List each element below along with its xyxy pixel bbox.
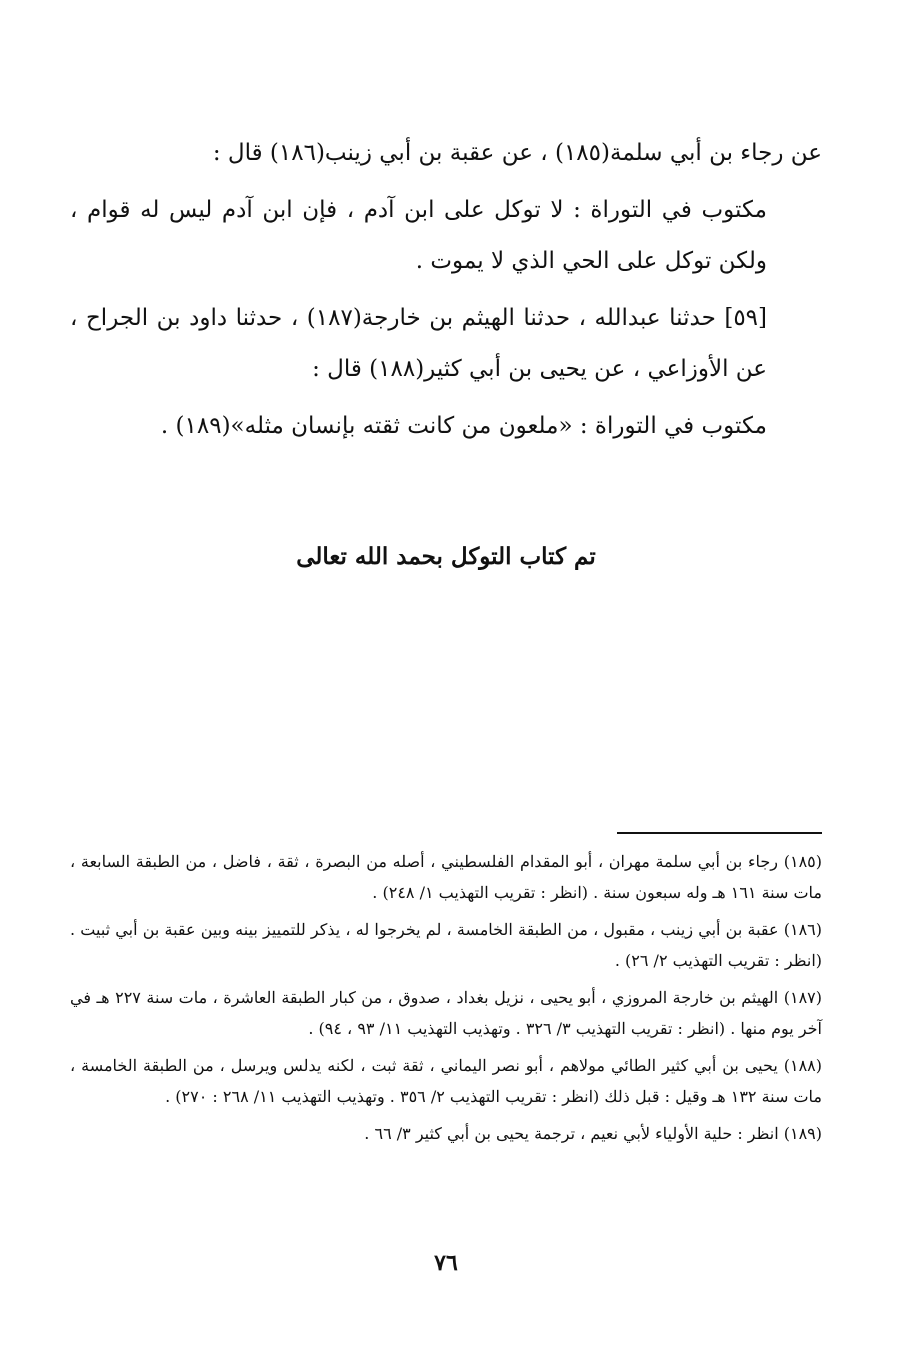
page-number: ٧٦ (434, 1250, 458, 1276)
footnote-187: (١٨٧) الهيثم بن خارجة المروزي ، أبو يحيى ، نزيل بغداد ، صدوق ، من كبار الطبقة العاشرة ، مات سنة ٢٢٧ هـ في آخر يوم منها . (انظر : تقريب التهذيب ٣/ ٣٢٦ . وتهذيب التهذيب ١١/ ٩٣ ، ٩٤) . (70, 988, 823, 1038)
paragraph-2: مكتوب في التوراة : لا توكل على ابن آدم ، فإن ابن آدم ليس له قوام ، ولكن توكل على الحي الذي لا يموت . (70, 197, 767, 274)
main-text (70, 128, 822, 458)
paragraph-3: [٥٩] حدثنا عبدالله ، حدثنا الهيثم بن خارجة(١٨٧) ، حدثنا داود بن الجراح ، عن الأوزاعي ، عن يحيى بن أبي كثير(١٨٨) قال : (70, 305, 768, 382)
footnote-separator (617, 832, 822, 834)
paragraph-4: مكتوب في التوراة : «ملعون من كانت ثقته بإنسان مثله»(١٨٩) . (160, 413, 767, 439)
paragraph-1: عن رجاء بن أبي سلمة(١٨٥) ، عن عقبة بن أبي زينب(١٨٦) قال : (212, 140, 822, 166)
book-conclusion-heading: تم كتاب التوكل بحمد الله تعالى (296, 543, 596, 570)
footnote-186: (١٨٦) عقبة بن أبي زينب ، مقبول ، من الطبقة الخامسة ، لم يخرجوا له ، يذكر للتمييز بينه وبين عقبة بن أبي ثبيت . (انظر : تقريب التهذيب ٢/ ٢٦) . (70, 920, 822, 970)
book-page (70, 0, 822, 1354)
footnotes (70, 846, 822, 1155)
footnote-189: (١٨٩) انظر : حلية الأولياء لأبي نعيم ، ترجمة يحيى بن أبي كثير ٣/ ٦٦ . (364, 1124, 822, 1143)
footnote-188: (١٨٨) يحيى بن أبي كثير الطائي مولاهم ، أبو نصر اليماني ، ثقة ثبت ، لكنه يدلس ويرسل ، من الطبقة الخامسة ، مات سنة ١٣٢ هـ وقيل : قبل ذلك (انظر : تقريب التهذيب ٢/ ٣٥٦ . وتهذيب التهذيب ١١/ ٢٦٨ : ٢٧٠) . (70, 1056, 822, 1106)
footnote-185: (١٨٥) رجاء بن أبي سلمة مهران ، أبو المقدام الفلسطيني ، أصله من البصرة ، ثقة ، فاضل ، من الطبقة السابعة ، مات سنة ١٦١ هـ وله سبعون سنة . (انظر : تقريب التهذيب ١/ ٢٤٨) . (70, 852, 822, 902)
